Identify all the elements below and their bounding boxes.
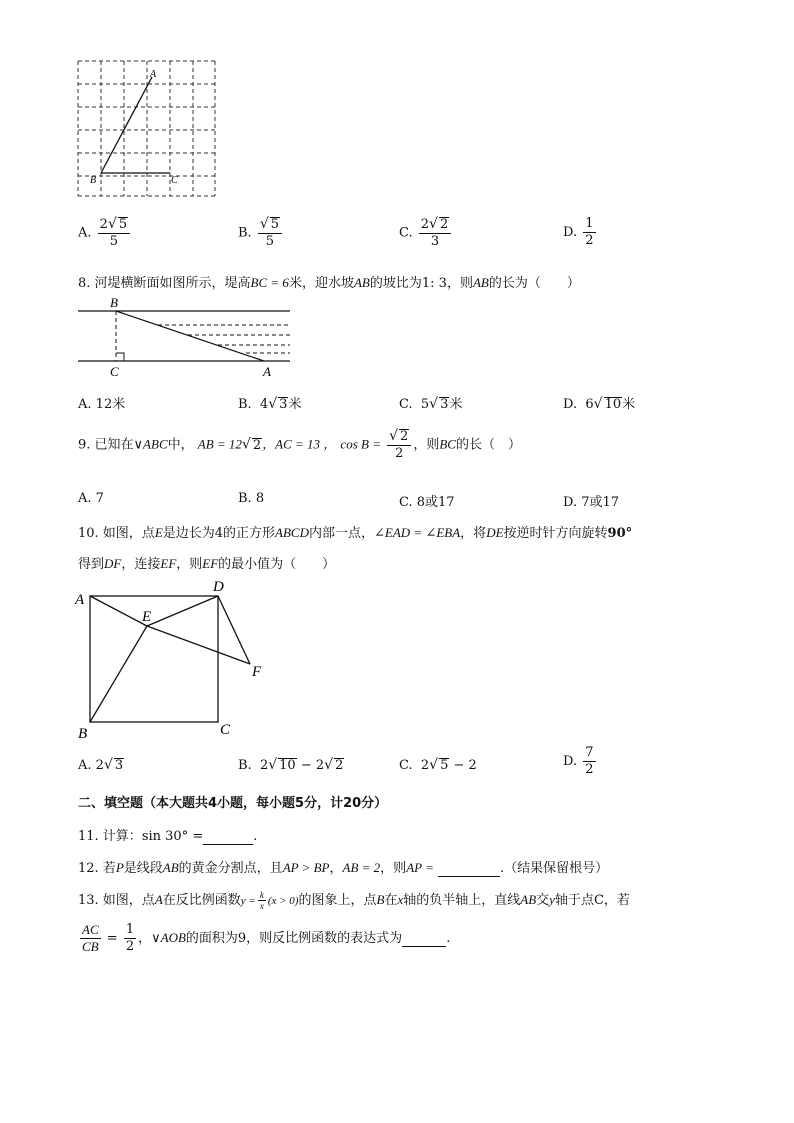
q7-option-c[interactable]: C. $\frac{2√ 2}{3}$ — [399, 216, 453, 250]
label-c: C — [220, 722, 231, 738]
q13-stem-line1: 13. 如图，点A在反比例函数y = $\frac{k}{x}$ (x > 0)的图象上，点B在x轴的负半轴上，直线AB交y轴于点C，若 — [78, 890, 630, 911]
q8-option-a[interactable]: A. 12米 — [78, 397, 126, 412]
segment-be — [90, 626, 147, 722]
label-d: D — [213, 579, 224, 595]
label-f: F — [252, 664, 262, 680]
square-abcd — [90, 596, 218, 722]
q12-answer-blank[interactable] — [438, 861, 500, 877]
label-a: A — [263, 364, 271, 379]
label-b: B — [78, 726, 88, 742]
q7-option-a[interactable]: A. $\frac{2√ 5}{5}$ — [78, 216, 132, 250]
q8-option-d[interactable]: D. 6√ 10米 — [563, 396, 636, 412]
label-a: A — [150, 69, 157, 80]
q7-option-d[interactable]: D. $\frac{1}{2}$ — [563, 216, 594, 248]
q8-option-b[interactable]: B. 4√ 3米 — [238, 396, 302, 412]
q9-stem: 9. 已知在∨ABC中， AB = 12√ 2，AC = 13 ， cos B = $\frac{√ 2}{2}$ ，则BC的长（ ） — [78, 428, 521, 461]
q10-square-figure — [70, 574, 280, 744]
q11-stem: 11. 计算：sin 30° = . — [78, 829, 258, 844]
q10-option-a[interactable]: A. 2√ 3 — [78, 757, 124, 773]
q10-option-c[interactable]: C. 2√ 5 − 2 — [399, 757, 477, 773]
q9-option-a[interactable]: A. 7 — [78, 491, 104, 506]
q11-answer-blank[interactable] — [203, 829, 253, 845]
label-a: A — [75, 592, 85, 608]
slope-ab — [116, 311, 264, 361]
q13-answer-blank[interactable] — [402, 931, 446, 947]
q10-stem-line2: 得到DF，连接EF，则EF的最小值为（ ） — [78, 556, 336, 572]
segment-ae — [90, 596, 147, 626]
q12-stem: 12. 若P是线段AB的黄金分割点，且AP > BP，AB = 2，则AP = .（结果保留根号） — [78, 860, 609, 876]
section-2-title: 二、填空题（本大题共4小题，每小题5分，计20分） — [78, 796, 388, 811]
label-c: C — [110, 364, 119, 379]
label-c: C — [171, 175, 178, 186]
q7-option-b[interactable]: B. $\frac{√ 5}{5}$ — [238, 216, 284, 250]
q7-grid-figure — [70, 55, 225, 205]
segment-de — [147, 596, 218, 626]
q10-option-d[interactable]: D. $\frac{7}{2}$ — [563, 745, 594, 777]
q10-stem-line1: 10. 如图，点E是边长为4的正方形ABCD内部一点，∠EAD = ∠EBA，将DE按逆时针方向旋转90° — [78, 525, 633, 541]
label-b: B — [110, 295, 118, 310]
q9-option-d[interactable]: D. 7或17 — [563, 495, 620, 510]
segment-ab — [101, 77, 152, 173]
q10-option-b[interactable]: B. 2√ 10 − 2√ 2 — [238, 757, 344, 773]
label-b: B — [90, 175, 97, 186]
q9-option-b[interactable]: B. 8 — [238, 491, 265, 506]
q8-option-c[interactable]: C. 5√ 3米 — [399, 396, 463, 412]
label-e: E — [142, 609, 152, 625]
q8-stem: 8. 河堤横断面如图所示，堤高BC = 6米，迎水坡AB的坡比为1: 3，则AB的长为（ ） — [78, 275, 580, 291]
q8-embankment-figure — [72, 295, 297, 380]
q9-option-c[interactable]: C. 8或17 — [399, 495, 455, 510]
q13-stem-line2: $\frac{AC}{CB}$ = $\frac{1}{2}$ ，∨AOB的面积为9，则反比例函数的表达式为 . — [82, 922, 451, 954]
